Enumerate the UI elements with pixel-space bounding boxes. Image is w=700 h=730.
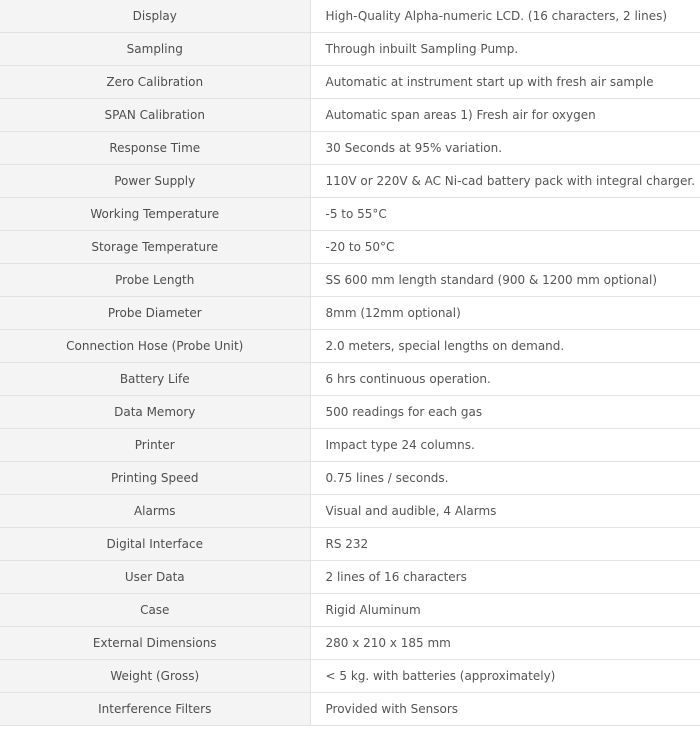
spec-label: Case bbox=[0, 594, 310, 627]
spec-value: High-Quality Alpha-numeric LCD. (16 characters, 2 lines) bbox=[310, 0, 700, 33]
spec-label: SPAN Calibration bbox=[0, 99, 310, 132]
spec-row bbox=[0, 561, 700, 594]
spec-row bbox=[0, 396, 700, 429]
spec-value: < 5 kg. with batteries (approximately) bbox=[310, 660, 700, 693]
spec-label: Data Memory bbox=[0, 396, 310, 429]
spec-value: 6 hrs continuous operation. bbox=[310, 363, 700, 396]
spec-label: Working Temperature bbox=[0, 198, 310, 231]
spec-row bbox=[0, 462, 700, 495]
spec-value: -5 to 55°C bbox=[310, 198, 700, 231]
spec-label: Interference Filters bbox=[0, 693, 310, 726]
spec-label: Printing Speed bbox=[0, 462, 310, 495]
spec-value: 500 readings for each gas bbox=[310, 396, 700, 429]
spec-label: Battery Life bbox=[0, 363, 310, 396]
spec-row bbox=[0, 297, 700, 330]
spec-label: External Dimensions bbox=[0, 627, 310, 660]
spec-row bbox=[0, 495, 700, 528]
spec-value: 8mm (12mm optional) bbox=[310, 297, 700, 330]
spec-label: Zero Calibration bbox=[0, 66, 310, 99]
spec-label: Probe Length bbox=[0, 264, 310, 297]
spec-row bbox=[0, 528, 700, 561]
spec-label: Digital Interface bbox=[0, 528, 310, 561]
spec-label: Weight (Gross) bbox=[0, 660, 310, 693]
spec-value: Automatic at instrument start up with fresh air sample bbox=[310, 66, 700, 99]
spec-row bbox=[0, 330, 700, 363]
spec-value: 2 lines of 16 characters bbox=[310, 561, 700, 594]
spec-value: Automatic span areas 1) Fresh air for oxygen bbox=[310, 99, 700, 132]
spec-row bbox=[0, 198, 700, 231]
spec-row bbox=[0, 363, 700, 396]
spec-value: Rigid Aluminum bbox=[310, 594, 700, 627]
spec-value: SS 600 mm length standard (900 & 1200 mm optional) bbox=[310, 264, 700, 297]
spec-value: Visual and audible, 4 Alarms bbox=[310, 495, 700, 528]
spec-label: Response Time bbox=[0, 132, 310, 165]
spec-row bbox=[0, 99, 700, 132]
spec-row bbox=[0, 33, 700, 66]
spec-value: RS 232 bbox=[310, 528, 700, 561]
spec-label: Power Supply bbox=[0, 165, 310, 198]
spec-value: -20 to 50°C bbox=[310, 231, 700, 264]
spec-row bbox=[0, 660, 700, 693]
spec-row bbox=[0, 66, 700, 99]
spec-row bbox=[0, 132, 700, 165]
spec-label: Connection Hose (Probe Unit) bbox=[0, 330, 310, 363]
spec-label: Sampling bbox=[0, 33, 310, 66]
spec-value: 30 Seconds at 95% variation. bbox=[310, 132, 700, 165]
spec-value: 0.75 lines / seconds. bbox=[310, 462, 700, 495]
spec-row bbox=[0, 594, 700, 627]
spec-label: User Data bbox=[0, 561, 310, 594]
spec-label: Printer bbox=[0, 429, 310, 462]
spec-label: Display bbox=[0, 0, 310, 33]
spec-row bbox=[0, 0, 700, 33]
spec-row bbox=[0, 264, 700, 297]
spec-label: Alarms bbox=[0, 495, 310, 528]
spec-row bbox=[0, 627, 700, 660]
spec-value: 2.0 meters, special lengths on demand. bbox=[310, 330, 700, 363]
spec-value: 280 x 210 x 185 mm bbox=[310, 627, 700, 660]
spec-label: Probe Diameter bbox=[0, 297, 310, 330]
spec-value: 110V or 220V & AC Ni-cad battery pack with integral charger. bbox=[310, 165, 700, 198]
spec-row bbox=[0, 165, 700, 198]
spec-value: Impact type 24 columns. bbox=[310, 429, 700, 462]
spec-row bbox=[0, 231, 700, 264]
spec-value: Provided with Sensors bbox=[310, 693, 700, 726]
spec-row bbox=[0, 429, 700, 462]
spec-value: Through inbuilt Sampling Pump. bbox=[310, 33, 700, 66]
spec-label: Storage Temperature bbox=[0, 231, 310, 264]
spec-row bbox=[0, 693, 700, 726]
